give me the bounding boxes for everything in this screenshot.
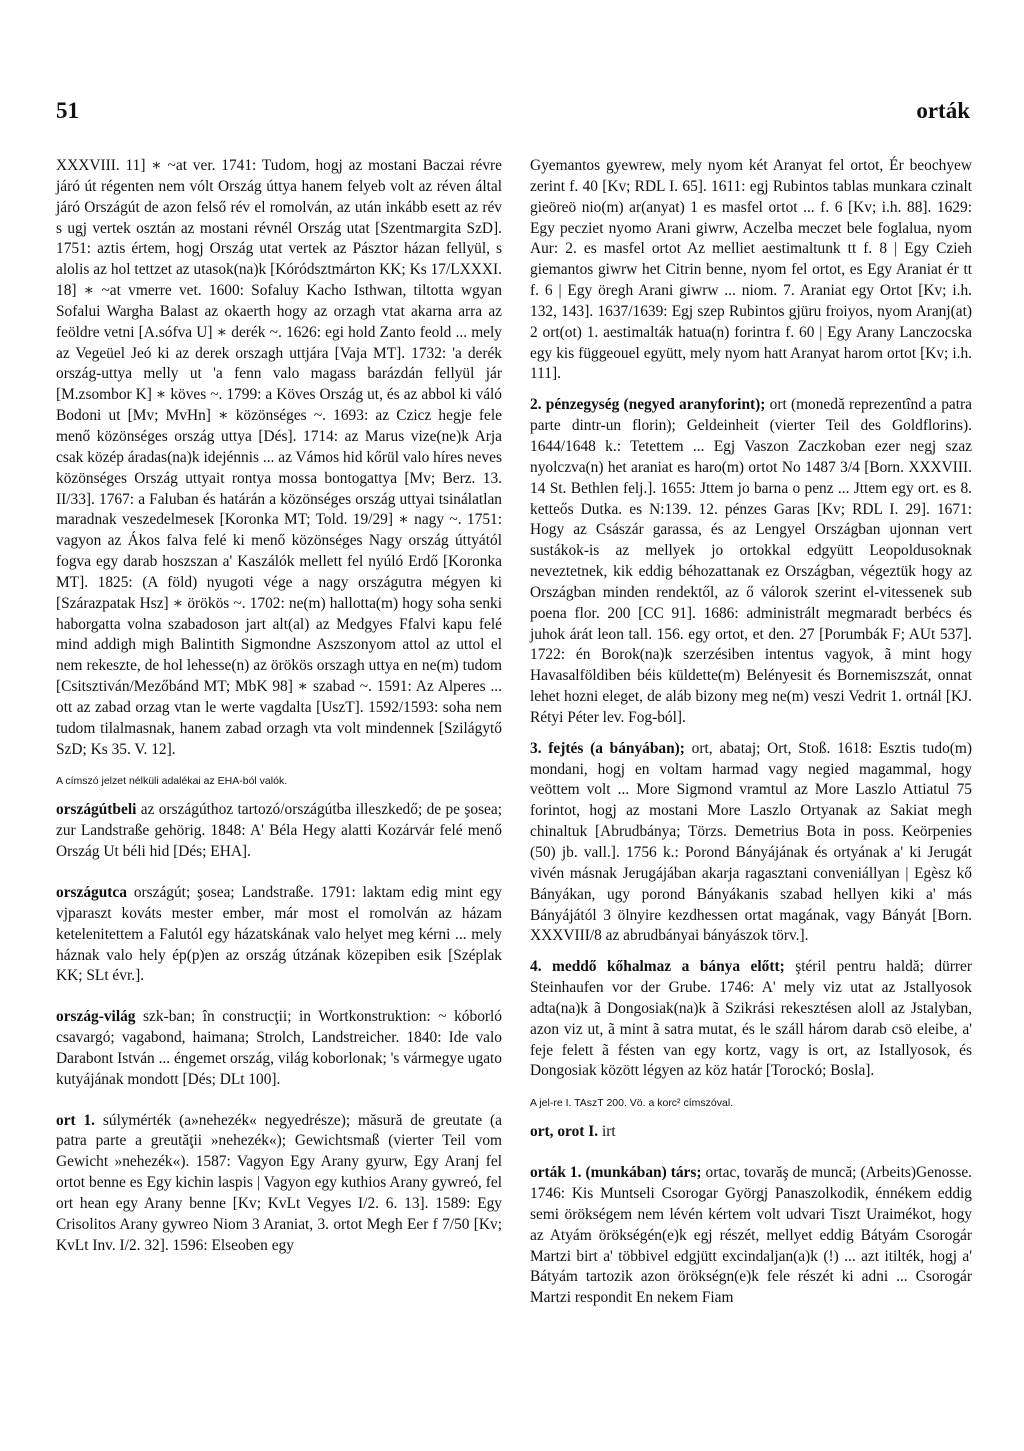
entry-headword: ort, orot I. [530, 1123, 599, 1141]
dictionary-entry [56, 800, 502, 863]
entry-headword: országutca [56, 884, 127, 901]
entry-body: ortac, tovarăş de muncă; (Arbeits)Genosse. 1746: Kis Muntseli Csorogar Györgj Panaszolkodik, énnékem eddig semi örökségem nem lévén kértem volt udvari Tiszt Uraimékot, hogy az Atyám örökségén(e)k egj részét, mellyet eddig Bátyám Csorogár Martzi birt a' többivel edgjütt excindaljan(a)k (!) ... azt itilték, hogj a' Bátyám tartozik azon örökségn(e)k fele részét ki adni ... Csorogár Martzi respondit En nekem Fiam [530, 1164, 972, 1307]
entry-body: szk-ban; în construcţii; in Wortkonstruktion: ~ kóborló csavargó; vagabond, haimana; Strolch, Landstreicher. 1840: Ide valo Darabont István ... éngemet ország, világ koborlonak; 's vármegye ugato kutyájának mondott [Dés; DLt 100]. [56, 1008, 502, 1088]
entry-continuation: Gyemantos gyewrew, mely nyom két Aranyat fel ortot, Ér beochyew zerint f. 40 [Kv; RDL I. 65]. 1611: egj Rubintos tablas munkara czinalt gieöreö nio(m) ar(anyat) 1 es masfel ortot ... f. 6 [Kv; i.h. 88]. 1629: Egy pecziet nyomo Arani giwrw, Aczelba meczet bele foglalua, nyom Aur: 2. es masfel ortot Az melliet aestimaltunk tt f. 8 | Egy Czieh giemantos giwrw het Citrin benne, nyom fel ortot, es Egy Araniat ér tt f. 6 | Egy öregh Arani giwrw ... niom. 7. Araniat egy Ortot [Kv; i.h. 132, 143]. 1637/1639: Egj szep Rubintos gjüru froiyos, nyom Aranj(at) 2 ort(ot) 1. aestimalták hatua(n) forintra f. 60 | Egy Arany Lanczocska egy kis függeouel együtt, mely nyom hatt Aranyat harom ortot [Kv; i.h. 111]. [530, 157, 972, 383]
entry-body: irt [598, 1123, 616, 1141]
entry-headword: ort 1. [56, 1111, 96, 1129]
left-column [56, 156, 502, 1257]
entry-headword: országútbeli [56, 801, 137, 819]
sense-heading: 3. fejtés (a bányában); [530, 739, 685, 757]
page-number: 51 [56, 98, 79, 123]
dictionary-entry [530, 1122, 972, 1143]
sense-body: ort, abataj; Ort, Stoß. 1618: Esztis tudo(m) mondani, hogj en voltam harmad vagy negied magammal, hogy veöttem volt ... More Sigmond vramtul az More Laszlo Attiatul 75 forintot, hogj az mostani More Laszlo Ortyanak az Sakiat megh chinaltuk [Abrudbánya; Törzs. Demetrius Bota in poss. Keörpenies (50) jb. vall.]. 1756 k.: Porond Bányájának és ortyának a' ki Jerugát vivén másnak Jerugájában akarja ragasztani conveniállyan | Egèsz kő Bányákan, ugy porond Bányákanis szabad hellyen kiki a' más Bányájától 3 ölnyire kezdhessen ortat magának, vagy Bányát [Born. XXXVIII/8 az abrudbányai bányászok törv.]. [530, 739, 972, 945]
entry-body: országút; şosea; Landstraße. 1791: laktam edig mint egy vjparaszt kováts mester ember, már most el romolván az házam ketelenitettem a Falutól egy házatskának valo helyet meg kérni ... mely háznak valo hely ép(p)en az ország útzának közepiben esik [Széplak KK; SLt évr.]. [56, 884, 502, 985]
entry-headword: ország-világ [56, 1008, 136, 1026]
source-note: A címszó jelzet nélküli adalékai az EHA-ból valók. [56, 775, 288, 788]
entry-continuation: XXXVIII. 11] ∗ ~at ver. 1741: Tudom, hogj az mostani Baczai révre járó út régenten nem vólt Ország úttya hanem felyeb volt az réven által járó Országút de azon felső rév el romolván, az után inkább esett az rév s ugj vertek osztán az mostani révnél Ország utat [Szentmargita SzD]. 1751: aztis értem, hogj Ország utat vertek az Pásztor házan fellyül, s alolis az hol tettzet az utasok(na)k [Kóródsztmárton KK; Ks 17/LXXXI. 18] ∗ ~at vmerre vet. 1600: Sofaluy Kacho Isthwan, tiltotta wgyan Sofalui Wargha Balast az okaerth hogy az orzagh vtat akarna arra az feöldre vetni [A.sófva U] ∗ derék ~. 1626: egi hold Zanto feold ... mely az Vegeüel Jeó ki az derek orszagh uttjára [Vaja MT]. 1732: 'a derék ország-uttya melly ut 'a fenn valo magass barázdán fellyül jár [M.zsombor K] ∗ köves ~. 1799: a Köves Ország ut, és az abbol ki váló Bodoni ut [Mv; MvHn] ∗ közönséges ~. 1693: az Czicz hegje fele menő közönséges ország uttya [Dés]. 1714: az Marus vize(ne)k Arja csak közép áradas(na)k idejénnis ... az Vámos hid kőrül valo híres neves közönséges Ország uttyait rontya mossa bontogattya [Mv; Berz. 13. II/33]. 1767: a Faluban és határán a közönséges ország uttyai tsinálatlan maradnak veszedelmesek [Koronka MT; Told. 19/29] ∗ nagy ~. 1751: vagyon az Ákos falva felé ki menő közönséges Nagy ország úttyától fogva egy darab hoszszan a' Kaszálók mellett fel nyúló Erdő [Koronka MT]. 1825: (A föld) nyugoti vége a nagy országutra mégyen ki [Szárazpatak Hsz] ∗ örökös ~. 1702: ne(m) hallotta(m) hogy soha senki haborgatta volna szabadoson jart alt(al) az Medgyes Ffalvi kapu felé mind addigh migh Balintith Sigmondne Aszszonyom attol az uttol el nem rekeszte, de hol lehesse(n) az örökös orszagh uttya en ne(m) tudom [Csitsztiván/Mezőbánd MT; MbK 98] ∗ szabad ~. 1591: Az Alperes ... ott az zabad orzag vtan le werte vagdalta [UszT]. 1592/1593: soha nem tudom tilalmasnak, hanem zabad orzagh vta volt mindennek [Szilágytő SzD; Ks 35. V. 12]. [56, 157, 502, 758]
dictionary-entry [530, 1163, 972, 1309]
entry-body: az országúthoz tartozó/országútba illeszkedő; de pe şosea; zur Landstraße gehörig. 1848: A' Béla Hegy alatti Kozárvár felé menő Ország Ut béli hid [Dés; EHA]. [56, 801, 502, 861]
source-note: A jel-re I. TAszT 200. Vö. a korc² címszóval. [530, 1097, 734, 1110]
sense-heading: 4. meddő kőhalmaz a bánya előtt; [530, 958, 785, 976]
sense-body: ort (monedă reprezentînd a patra parte dintr-un florin); Geldeinheit (vierter Teil des Goldflorins). 1644/1648 k.: Tetettem ... Egj Vaszon Zaczkoban ezer negj szaz nyolczva(n) het araniat es haro(m) ortot No 1487 3/4 [Born. XXXVIII. 14 St. Bethlen felj.]. 1655: Jttem jo barna o penz ... Jttem egy ort. es 8. ketteős Dutka. es N:139. 12. pénzes Garas [Kv; RDL I. 29]. 1671: Hogy az Császár garassa, és az Lengyel Országban ujonnan vert sustákok-is az mellyek jo ortokkal edgyütt Leopoldusoknak neveztetnek, kik eddig béhozattanak ez Országban, végeztük hogy az Országban minden rendektől, az ő válorok szerint el-vitessenek sub poena flor. 200 [CC 91]. 1686: administrált megmaradt berbécs és juhok árát leon tall. 156. egy ortot, et den. 27 [Porumbák F; AUt 537]. 1722: én Borok(na)k szerzésiben intentus vagyok, ã mint hogy Havasalföldiben béis küldette(m) Belényesit és Bornemiszszát, onnat lehet hozni eleget, de aláb bizony meg ne(m) veszi Vedrit 1. ortnál [KJ. Rétyi Péter lev. Fog-ból]. [530, 396, 972, 726]
entry-body: súlymérték (a»nehezék« negyedrésze); măsură de greutate (a patra parte a greutăţii »nehezék«); Gewichtsmaß (vierter Teil vom Gewicht »nehezék«). 1587: Vagyon Egy Arany gyurw, Egy Aranj fel ortot benne es Egy kichin laspis | Vagyon egy kuthios Arany gywreó, fel ort hean egy Arany benne [Kv; KvLt Vegyes I/2. 6. 13]. 1589: Egy Crisolitos Arany gywreo Niom 3 Araniat, 3. ortot Megh Eer f 7/50 [Kv; KvLt Inv. I/2. 32]. 1596: Elseoben egy [56, 1111, 502, 1254]
dictionary-entry [56, 883, 502, 987]
sense-body: ştéril pentru haldă; dürrer Steinhaufen vor der Grube. 1746: A' mely viz utat az Jstallyosok adta(na)k ã Dongosiak(na)k ã Szikrási rekesztésen aloll az Jstalyban, azon viz ut, ã mint ã satra mutat, és le száll három darab csö eleibe, a' feje felett ã fésten van egy kortz, vagy is ort, az Istallyosok, és Dongosiak között légyen az köz határ [Torockó; Bosla]. [530, 958, 973, 1080]
dictionary-entry [56, 1007, 502, 1090]
running-head: orták [916, 98, 970, 123]
dictionary-entry [56, 1111, 502, 1257]
sense-block [530, 739, 972, 947]
entry-headword: orták 1. (munkában) társ; [530, 1164, 702, 1182]
sense-block [530, 957, 972, 1082]
right-column [530, 156, 972, 1309]
sense-block [530, 395, 972, 729]
sense-heading: 2. pénzegység (negyed aranyforint); [530, 396, 766, 414]
